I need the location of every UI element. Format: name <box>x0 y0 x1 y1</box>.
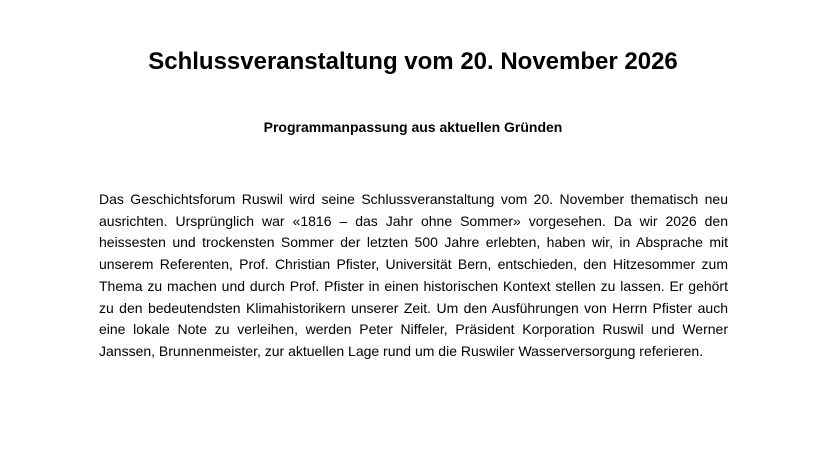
document-subtitle: Programmanpassung aus aktuellen Gründen <box>263 119 563 135</box>
body-paragraph: Das Geschichtsforum Ruswil wird seine Schlussveranstaltung vom 20. November thematisch neu ausrichten. Ursprünglich war «1816 – das Jahr ohne Sommer» vorgesehen. Da wir 2026 den heissesten und trockensten Sommer der letzten 500 Jahre erlebten, haben wir, in Absprache mit unserem Referenten, Prof. Christian Pfister, Universität Bern, entschieden, den Hitzesommer zum Thema zu machen und durch Prof. Pfister in einen historischen Kontext stellen zu lassen. Er gehört zu den bedeutendsten Klimahistorikern unserer Zeit. Um den Ausführungen von Herrn Pfister auch eine lokale Note zu verleihen, werden Peter Niffeler, Präsident Korporation Ruswil und Werner Janssen, Brunnenmeister, zur aktuellen Lage rund um die Ruswiler Wasserversorgung referieren. <box>99 191 728 359</box>
document-title: Schlussveranstaltung vom 20. November 2026 <box>148 48 678 75</box>
